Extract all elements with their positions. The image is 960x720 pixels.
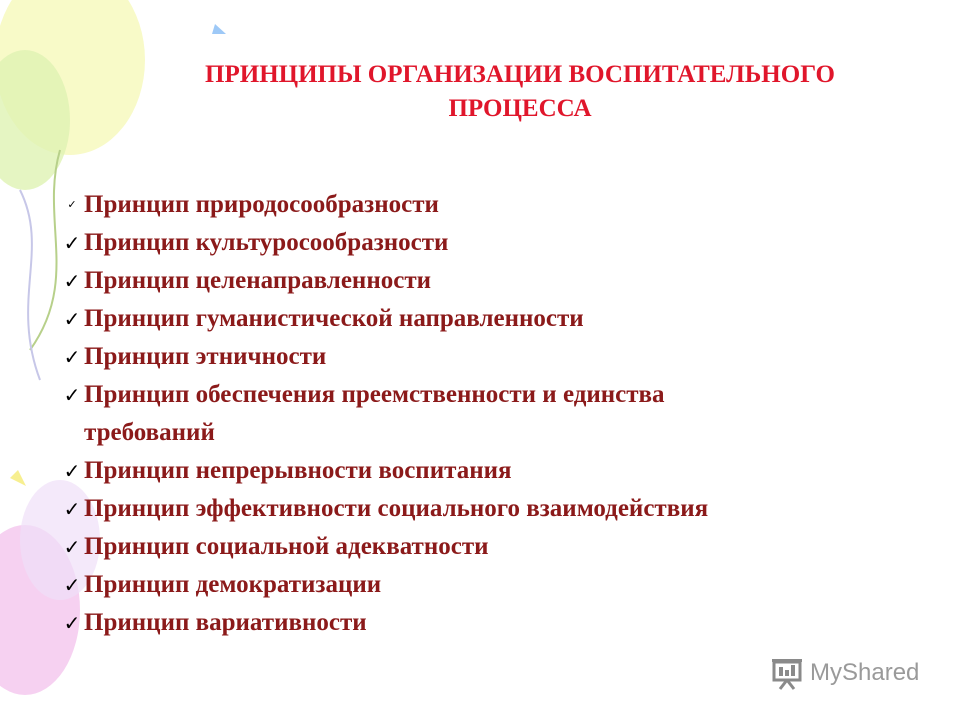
- checkmark-icon: ✓: [63, 383, 81, 407]
- principles-list: [62, 186, 942, 642]
- list-item: ✓ Принцип вариативности: [62, 604, 942, 642]
- checkmark-icon: ✓: [63, 307, 81, 331]
- list-item: ✓ Принцип социальной адекватности: [62, 528, 942, 566]
- list-item: ✓ Принцип культуросообразности: [62, 224, 942, 262]
- list-item: ✓ Принцип непрерывности воспитания: [62, 452, 942, 490]
- list-item: ✓ Принцип эффективности социального взаимодействия: [62, 490, 942, 528]
- watermark-text: MyShared: [810, 659, 920, 686]
- list-item: ✓ Принцип природосообразности: [62, 186, 942, 224]
- presentation-board-icon: [770, 656, 804, 690]
- myshared-watermark: [770, 656, 919, 690]
- checkmark-icon: ✓: [63, 497, 81, 521]
- list-item: ✓ Принцип демократизации: [62, 566, 942, 604]
- checkmark-icon: ✓: [63, 269, 81, 293]
- checkmark-icon: ✓: [67, 198, 77, 211]
- checkmark-icon: ✓: [63, 459, 81, 483]
- list-item: ✓ Принцип гуманистической направленности: [62, 300, 942, 338]
- list-item: ✓ Принцип целенаправленности: [62, 262, 942, 300]
- checkmark-icon: ✓: [63, 231, 81, 255]
- checkmark-icon: ✓: [63, 573, 81, 597]
- list-item: ✓ Принцип этничности: [62, 338, 942, 376]
- slide-title: [80, 58, 960, 126]
- checkmark-icon: ✓: [63, 611, 81, 635]
- checkmark-icon: ✓: [63, 535, 81, 559]
- checkmark-icon: ✓: [63, 345, 81, 369]
- title-line-2: ПРОЦЕССА: [448, 95, 592, 122]
- title-line-1: ПРИНЦИПЫ ОРГАНИЗАЦИИ ВОСПИТАТЕЛЬНОГО: [205, 61, 835, 88]
- list-item: ✓ Принцип обеспечения преемственности и единства требований: [62, 376, 942, 452]
